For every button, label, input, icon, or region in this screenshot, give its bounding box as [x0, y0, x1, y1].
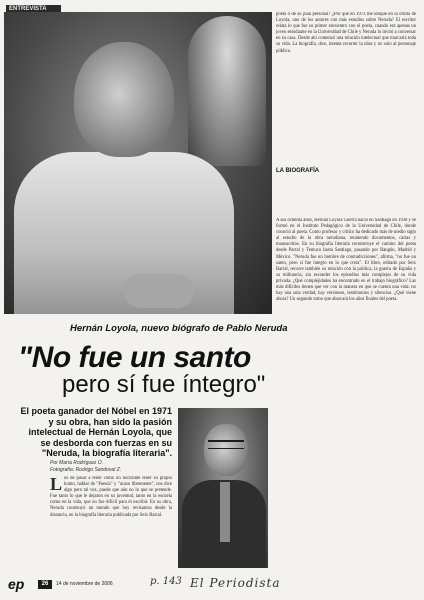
headline-line2: pero sí fue íntegro" — [62, 371, 266, 398]
byline-photo: Fotografía: Rodrigo Sandoval Z. — [50, 467, 122, 473]
secondary-tie — [220, 482, 230, 542]
byline — [50, 460, 170, 474]
portrait-head — [74, 42, 174, 157]
section-tag: ENTREVISTA — [6, 5, 61, 14]
photo-caption: Hernán Loyola, nuevo biógrafo de Pablo Neruda — [70, 323, 288, 334]
section-title: LA BIOGRAFÍA — [276, 168, 320, 174]
intro-column — [50, 476, 172, 572]
secondary-glasses — [208, 440, 244, 449]
right-column-text: A sus ochenta años, Hernán Loyola Guerra nació en Santiago en 1930 y se formó en el Instituto Pedagógico de la Universidad de Chile, donde conoció al poeta. Como profesor y crítico ha dedicado más de medio siglo al estudio de la obra nerudiana, reuniendo documentos, cartas y manuscritos. En su biografía literaria reconstruye el camino del poeta desde Parral y Temuco hasta Santiago, pasando por Rangún, Madrid y México. "Neruda fue un hombre de contradicciones", afirma, "no fue un santo, pero sí fue íntegro en lo que creía". El libro, editado por Seix Barral, recorre también su relación con la política, la guerra de España y su militancia, sin esconder los episodios más complejos de su vida privada. ¿Qué complejidades ha encontrado en el trabajo biográfico? Las más difíciles tienen que ver con la manera en que se cuenta una vida: no hay una sola verdad, hay versiones, testimonios y silencios. ¿Qué viene ahora? Un segundo tomo que abarcará los años finales del poeta. — [276, 218, 416, 303]
page-footer — [0, 574, 424, 598]
issue-date: 14 de noviembre de 2006 — [56, 581, 113, 587]
article-deck: El poeta ganador del Nóbel en 1971 y su obra, han sido la pasión intelectual de Hernán Loyola, que se desborda con fuerzas en su "Neruda, la biografía literaria". — [20, 406, 172, 458]
portrait-hands — [124, 274, 194, 308]
handwritten-source-note: El Periodista — [190, 576, 281, 590]
byline-author: Por María Rodríguez O. — [50, 460, 104, 466]
top-right-column: poeta o de su plan personal? ¿Por qué en 1973 me ubiqué en la órbita de Loyola, uno de los autores con más estudios sobre Neruda? El escritor relata lo que fue su primer encuentro con el poeta, cuando era apenas un joven estudiante en la Universidad de Chile y Neruda lo invitó a conversar en su casa. Desde ahí comenzó una relación intelectual que marcaría toda su vida. La biografía, dice, intenta recorrer la obra y no solo al personaje público. — [276, 12, 416, 54]
headline-line1: "No fue un santo — [18, 341, 251, 374]
secondary-portrait-photo — [178, 408, 268, 568]
drop-cap: L — [50, 476, 63, 494]
main-portrait-photo — [4, 12, 272, 314]
section-block — [276, 166, 416, 176]
handwritten-page-note: p. 143 — [150, 576, 182, 587]
page-number: 26 — [38, 580, 52, 589]
publication-logo: ep — [8, 576, 25, 592]
intro-text: os de pasar a tener como un horizonte tener su propio humo, hablar de "Poesía" y "acaso libremente", nos dice algo pero tal vez, puede que aún no lo que se pretende. Fue tanto lo que le dejaron en su juventud, tanto en la escuela como en la vida, que no fue difícil para él escribir. En su obra, Neruda construyó un mundo que hoy revisamos desde la distancia, en la biografía literaria publicada por Seix Barral. — [50, 476, 172, 518]
secondary-head — [204, 424, 248, 476]
statue-figure — [188, 16, 266, 166]
